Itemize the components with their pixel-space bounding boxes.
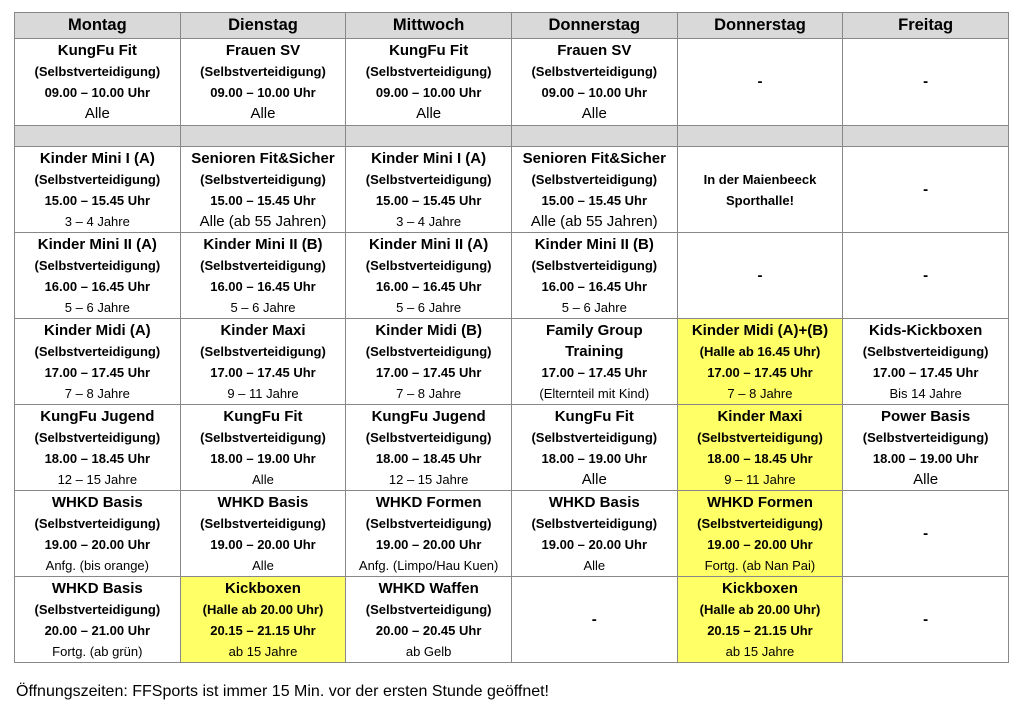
class-cell — [180, 405, 346, 491]
class-title: Kinder Mini II (A) — [369, 235, 489, 253]
class-title: Kinder Midi (B) — [375, 321, 482, 339]
class-cell — [346, 39, 512, 126]
class-cell-highlighted — [677, 577, 843, 663]
row-1900 — [15, 491, 1009, 577]
class-time: 16.00 – 16.45 Uhr — [210, 278, 316, 294]
class-subtitle: (Halle ab 20.00 Uhr) — [699, 601, 821, 617]
class-title: Kinder Mini I (A) — [371, 149, 487, 167]
class-time: 16.00 – 16.45 Uhr — [44, 278, 151, 294]
class-title: Senioren Fit&Sicher — [191, 149, 335, 167]
class-note: 7 – 8 Jahre — [727, 385, 793, 401]
class-time: 18.00 – 19.00 Uhr — [872, 450, 979, 466]
day-header-friday: Freitag — [843, 13, 1009, 39]
class-time: 18.00 – 19.00 Uhr — [541, 450, 648, 466]
class-title: WHKD Basis — [51, 579, 143, 597]
class-time: 18.00 – 18.45 Uhr — [707, 450, 813, 466]
class-time: 09.00 – 10.00 Uhr — [541, 85, 648, 100]
class-subtitle: (Selbstverteidigung) — [365, 343, 492, 359]
class-cell — [511, 147, 677, 233]
class-cell — [346, 577, 512, 663]
row-2000 — [15, 577, 1009, 663]
class-subtitle: (Selbstverteidigung) — [531, 171, 658, 187]
day-header-thursday-2: Donnerstag — [677, 13, 843, 39]
class-subtitle: (Selbstverteidigung) — [365, 429, 492, 445]
class-title: KungFu Fit — [554, 407, 634, 425]
class-note: Alle — [84, 105, 110, 122]
class-subtitle: (Selbstverteidigung) — [365, 515, 492, 531]
class-note: Alle — [252, 557, 274, 573]
class-time: 20.15 – 21.15 Uhr — [210, 622, 316, 638]
empty-dash: - — [923, 266, 929, 284]
class-title: Kinder Mini I (A) — [39, 149, 155, 167]
class-title: Kinder Mini II (B) — [534, 235, 654, 253]
class-note: (Elternteil mit Kind) — [539, 385, 650, 401]
class-note: 9 – 11 Jahre — [227, 385, 299, 401]
empty-dash: - — [923, 180, 929, 198]
class-subtitle: (Selbstverteidigung) — [34, 429, 161, 445]
class-subtitle: (Selbstverteidigung) — [365, 601, 492, 617]
class-time: 15.00 – 15.45 Uhr — [375, 192, 482, 208]
class-cell — [346, 405, 512, 491]
class-title: KungFu Fit — [223, 407, 303, 425]
class-time: 17.00 – 17.45 Uhr — [375, 364, 482, 380]
class-title: WHKD Formen — [375, 493, 482, 511]
class-note: Alle — [252, 471, 274, 487]
empty-dash: - — [757, 73, 763, 90]
class-time: 15.00 – 15.45 Uhr — [210, 192, 316, 208]
class-subtitle: (Selbstverteidigung) — [365, 171, 492, 187]
empty-cell — [677, 39, 843, 126]
class-cell-highlighted — [180, 577, 346, 663]
empty-dash: - — [757, 266, 763, 284]
class-cell — [511, 405, 677, 491]
class-time: 16.00 – 16.45 Uhr — [541, 278, 648, 294]
class-cell — [346, 233, 512, 319]
class-cell — [15, 233, 181, 319]
class-title: WHKD Formen — [707, 493, 813, 511]
class-time: 17.00 – 17.45 Uhr — [707, 364, 813, 380]
class-time: 09.00 – 10.00 Uhr — [375, 85, 482, 100]
class-subtitle: (Selbstverteidigung) — [531, 429, 658, 445]
class-subtitle: (Selbstverteidigung) — [34, 343, 161, 359]
location-note-cell — [677, 147, 843, 233]
empty-cell — [511, 577, 677, 663]
class-subtitle: (Selbstverteidigung) — [34, 171, 161, 187]
class-cell-highlighted — [677, 405, 843, 491]
class-cell — [15, 491, 181, 577]
class-time: 16.00 – 16.45 Uhr — [375, 278, 482, 294]
class-cell — [15, 147, 181, 233]
class-subtitle: (Selbstverteidigung) — [200, 171, 326, 187]
class-cell-highlighted — [677, 491, 843, 577]
class-subtitle: (Selbstverteidigung) — [34, 601, 161, 617]
empty-cell — [843, 39, 1009, 126]
class-title: Kids-Kickboxen — [868, 321, 983, 339]
opening-hours-note: Öffnungszeiten: FFSports ist immer 15 Min. vor der ersten Stunde geöffnet! — [16, 683, 549, 700]
class-time: 19.00 – 20.00 Uhr — [541, 536, 648, 552]
row-1700 — [15, 319, 1009, 405]
separator-cell — [346, 126, 512, 147]
class-cell — [511, 319, 677, 405]
class-time: 18.00 – 18.45 Uhr — [375, 450, 482, 466]
class-cell — [15, 39, 181, 126]
empty-cell — [843, 577, 1009, 663]
class-title: KungFu Jugend — [371, 407, 486, 425]
class-title: Kinder Midi (A)+(B) — [691, 321, 829, 339]
class-note: ab 15 Jahre — [228, 643, 298, 659]
row-1800 — [15, 405, 1009, 491]
row-1600 — [15, 233, 1009, 319]
day-header-monday: Montag — [15, 13, 181, 39]
class-note: 12 – 15 Jahre — [388, 471, 469, 487]
location-note-line1: In der Maienbeeck — [703, 171, 817, 187]
class-title: Kickboxen — [225, 579, 301, 597]
class-title: Power Basis — [881, 407, 971, 425]
class-note: Alle — [913, 470, 939, 488]
location-note-line2: Sporthalle! — [726, 192, 794, 208]
separator-cell — [15, 126, 181, 147]
class-cell — [346, 147, 512, 233]
class-cell — [843, 319, 1009, 405]
row-separator — [15, 126, 1009, 147]
class-subtitle: (Selbstverteidigung) — [697, 429, 823, 445]
class-time: 19.00 – 20.00 Uhr — [44, 536, 151, 552]
class-subtitle: (Selbstverteidigung) — [531, 515, 658, 531]
empty-dash: - — [923, 73, 929, 90]
empty-cell — [677, 233, 843, 319]
class-note: 5 – 6 Jahre — [561, 299, 627, 315]
class-subtitle: (Selbstverteidigung) — [697, 515, 823, 531]
class-title: Kickboxen — [722, 579, 798, 597]
class-note: Alle (ab 55 Jahren) — [199, 212, 327, 230]
class-note: Anfg. (Limpo/Hau Kuen) — [358, 557, 499, 573]
class-time: 18.00 – 18.45 Uhr — [44, 450, 151, 466]
class-note: 5 – 6 Jahre — [230, 299, 296, 315]
class-note: 12 – 15 Jahre — [57, 471, 138, 487]
class-time: 19.00 – 20.00 Uhr — [707, 536, 813, 552]
class-cell — [843, 405, 1009, 491]
class-cell — [180, 147, 346, 233]
empty-dash: - — [923, 524, 929, 542]
empty-cell — [843, 491, 1009, 577]
class-note: Alle — [581, 470, 607, 488]
class-note: Anfg. (bis orange) — [45, 557, 149, 573]
class-note: ab Gelb — [405, 643, 452, 659]
class-subtitle: (Selbstverteidigung) — [531, 64, 658, 79]
class-note: Fortg. (ab Nan Pai) — [704, 557, 816, 573]
class-note: Alle — [581, 105, 607, 122]
class-time: 15.00 – 15.45 Uhr — [541, 192, 648, 208]
class-subtitle: (Selbstverteidigung) — [862, 429, 989, 445]
class-cell — [511, 491, 677, 577]
class-cell — [15, 405, 181, 491]
class-title: WHKD Basis — [51, 493, 143, 511]
class-note: Fortg. (ab grün) — [52, 643, 143, 659]
class-cell — [180, 233, 346, 319]
class-note: 9 – 11 Jahre — [724, 471, 796, 487]
class-title: Frauen SV — [225, 42, 301, 59]
class-note: Bis 14 Jahre — [889, 385, 962, 401]
class-title: KungFu Fit — [57, 42, 137, 59]
separator-cell — [180, 126, 346, 147]
class-note: Alle — [416, 105, 442, 122]
separator-cell — [843, 126, 1009, 147]
class-title: WHKD Waffen — [378, 579, 479, 597]
class-time: 20.00 – 21.00 Uhr — [44, 622, 151, 638]
class-time: 19.00 – 20.00 Uhr — [210, 536, 316, 552]
class-cell — [511, 39, 677, 126]
separator-cell — [511, 126, 677, 147]
class-title: Family Group — [545, 321, 643, 339]
class-subtitle: (Selbstverteidigung) — [200, 429, 326, 445]
class-time: 17.00 – 17.45 Uhr — [541, 364, 648, 380]
class-subtitle: (Selbstverteidigung) — [200, 515, 326, 531]
class-title: WHKD Basis — [548, 493, 640, 511]
class-title: Kinder Maxi — [220, 321, 306, 339]
class-subtitle: (Halle ab 16.45 Uhr) — [699, 343, 821, 359]
class-time: 09.00 – 10.00 Uhr — [44, 85, 151, 100]
class-time: 17.00 – 17.45 Uhr — [872, 364, 979, 380]
class-time: 17.00 – 17.45 Uhr — [44, 364, 151, 380]
class-note: 5 – 6 Jahre — [64, 299, 130, 315]
class-title: KungFu Fit — [389, 42, 469, 59]
day-header-tuesday: Dienstag — [180, 13, 346, 39]
schedule-table — [14, 12, 1009, 663]
class-time: 20.15 – 21.15 Uhr — [707, 622, 813, 638]
class-subtitle: (Halle ab 20.00 Uhr) — [202, 601, 324, 617]
class-note: 7 – 8 Jahre — [64, 385, 130, 401]
class-time: 20.00 – 20.45 Uhr — [375, 622, 482, 638]
class-cell — [511, 233, 677, 319]
class-note: 5 – 6 Jahre — [396, 299, 462, 315]
class-title: Frauen SV — [557, 42, 632, 59]
empty-dash: - — [591, 610, 597, 628]
class-cell-highlighted — [677, 319, 843, 405]
class-note: 3 – 4 Jahre — [396, 213, 462, 229]
class-note: 3 – 4 Jahre — [64, 213, 130, 229]
class-title: Kinder Mini II (A) — [37, 235, 157, 253]
class-subtitle: (Selbstverteidigung) — [365, 257, 492, 273]
class-subtitle: (Selbstverteidigung) — [200, 257, 326, 273]
separator-cell — [677, 126, 843, 147]
class-title: WHKD Basis — [217, 493, 309, 511]
class-note: Alle — [583, 557, 606, 573]
class-cell — [346, 319, 512, 405]
empty-cell — [843, 147, 1009, 233]
class-title: Senioren Fit&Sicher — [522, 149, 666, 167]
class-time: 18.00 – 19.00 Uhr — [210, 450, 316, 466]
class-title: Kinder Mini II (B) — [203, 235, 323, 253]
header-row — [15, 13, 1009, 39]
class-title: KungFu Jugend — [40, 407, 155, 425]
class-cell — [346, 491, 512, 577]
class-subtitle: (Selbstverteidigung) — [365, 64, 492, 79]
class-subtitle: (Selbstverteidigung) — [34, 64, 161, 79]
class-subtitle: (Selbstverteidigung) — [34, 515, 161, 531]
class-title: Kinder Maxi — [717, 407, 803, 425]
class-subtitle: (Selbstverteidigung) — [200, 64, 326, 79]
class-time: 09.00 – 10.00 Uhr — [210, 85, 316, 100]
class-time: 19.00 – 20.00 Uhr — [375, 536, 482, 552]
class-subtitle: (Selbstverteidigung) — [531, 257, 658, 273]
class-cell — [15, 577, 181, 663]
class-title: Kinder Midi (A) — [44, 321, 151, 339]
class-subtitle: (Selbstverteidigung) — [862, 343, 989, 359]
class-time: 17.00 – 17.45 Uhr — [210, 364, 316, 380]
class-cell — [180, 39, 346, 126]
class-cell — [15, 319, 181, 405]
empty-dash: - — [923, 610, 929, 628]
class-note: Alle — [250, 105, 276, 122]
class-subtitle: (Selbstverteidigung) — [34, 257, 161, 273]
empty-cell — [843, 233, 1009, 319]
row-morning — [15, 39, 1009, 126]
class-cell — [180, 491, 346, 577]
class-title-line2: Training — [565, 342, 624, 360]
class-time: 15.00 – 15.45 Uhr — [44, 192, 151, 208]
class-note: Alle (ab 55 Jahren) — [530, 212, 658, 230]
class-note: 7 – 8 Jahre — [396, 385, 462, 401]
class-subtitle: (Selbstverteidigung) — [200, 343, 326, 359]
day-header-thursday: Donnerstag — [511, 13, 677, 39]
row-1500 — [15, 147, 1009, 233]
day-header-wednesday: Mittwoch — [346, 13, 512, 39]
class-note: ab 15 Jahre — [725, 643, 795, 659]
class-cell — [180, 319, 346, 405]
